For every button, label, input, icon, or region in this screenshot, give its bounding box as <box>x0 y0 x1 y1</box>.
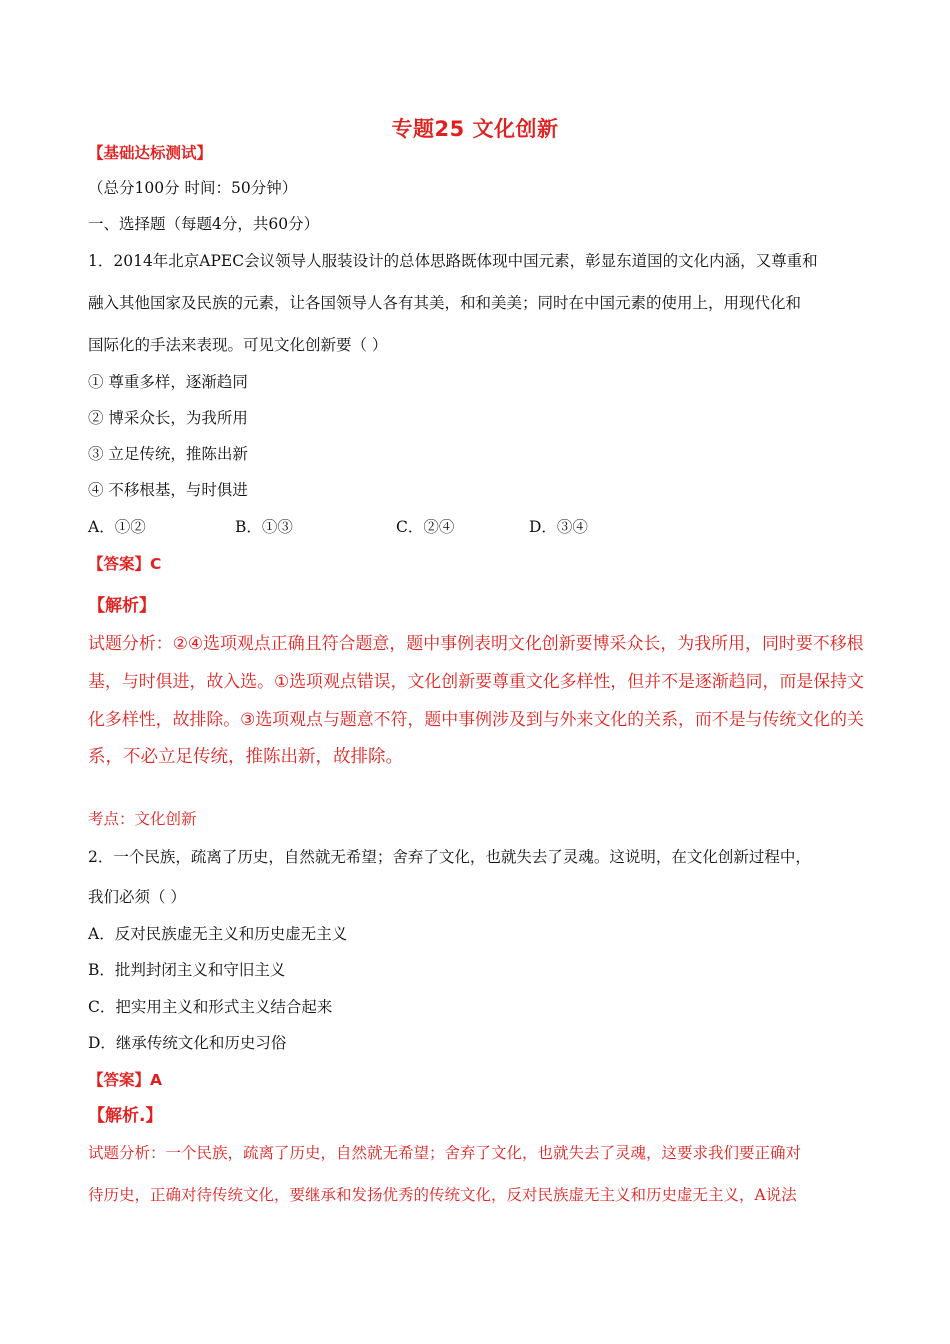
q1-option-a: A．①② <box>88 518 146 536</box>
q2-analysis-line: 待历史，正确对待传统文化，要继承和发扬优秀的传统文化，反对民族虚无主义和历史虚无主义，A说法 <box>88 1186 797 1204</box>
q1-option-b: B．①③ <box>235 518 293 536</box>
q1-item: ③ 立足传统，推陈出新 <box>88 445 248 463</box>
q1-stem-line: 国际化的手法来表现。可见文化创新要（ ） <box>88 336 388 354</box>
q1-item: ② 博采众长，为我所用 <box>88 409 248 427</box>
q1-item: ① 尊重多样，逐渐趋同 <box>88 373 248 391</box>
q2-analysis-tag: 【解析.】 <box>88 1106 163 1126</box>
q1-stem-line: 1．2014年北京APEC会议领导人服装设计的总体思路既体现中国元素，彰显东道国的文化内涵，又尊重和 <box>88 252 818 270</box>
q1-option-c: C．②④ <box>396 518 455 536</box>
q1-stem-line: 融入其他国家及民族的元素，让各国领导人各有其美，和和美美；同时在中国元素的使用上，用现代化和 <box>88 294 802 312</box>
q1-item: ④ 不移根基，与时俱进 <box>88 481 248 499</box>
q2-option-c: C．把实用主义和形式主义结合起来 <box>88 998 333 1016</box>
section-tag: 【基础达标测试】 <box>88 144 213 162</box>
q1-analysis-tag: 【解析】 <box>88 596 156 616</box>
q2-option-a: A．反对民族虚无主义和历史虚无主义 <box>88 925 348 943</box>
q1-kaodian: 考点：文化创新 <box>88 810 197 828</box>
q1-analysis-line: 系，不必立足传统，推陈出新，故排除。 <box>88 747 403 767</box>
q2-stem-line: 2．一个民族，疏离了历史，自然就无希望；舍弃了文化，也就失去了灵魂。这说明，在文化创新过程中， <box>88 848 811 866</box>
q2-stem-line: 我们必须（ ） <box>88 888 186 906</box>
q1-analysis-line: 基，与时俱进，故入选。①选项观点错误，文化创新要尊重文化多样性，但并不是逐渐趋同，而是保持文 <box>88 671 864 691</box>
q1-answer: 【答案】C <box>88 555 162 573</box>
part-heading: 一、选择题（每题4分，共60分） <box>88 215 320 233</box>
q2-option-b: B．批判封闭主义和守旧主义 <box>88 961 286 979</box>
q1-analysis-line: 化多样性，故排除。③选项观点与题意不符，题中事例涉及到与外来文化的关系，而不是与传统文化的关 <box>88 709 864 729</box>
q1-analysis-line: 试题分析：②④选项观点正确且符合题意，题中事例表明文化创新要博采众长，为我所用，同时要不移根 <box>88 633 864 653</box>
q2-option-d: D．继承传统文化和历史习俗 <box>88 1034 287 1052</box>
q2-answer: 【答案】A <box>88 1071 162 1089</box>
q2-analysis-line: 试题分析：一个民族，疏离了历史，自然就无希望；舍弃了文化，也就失去了灵魂，这要求我们要正确对 <box>88 1144 802 1162</box>
q1-option-d: D．③④ <box>529 518 588 536</box>
exam-meta: （总分100分 时间：50分钟） <box>88 179 298 197</box>
page-title: 专题25 文化创新 <box>391 117 559 141</box>
